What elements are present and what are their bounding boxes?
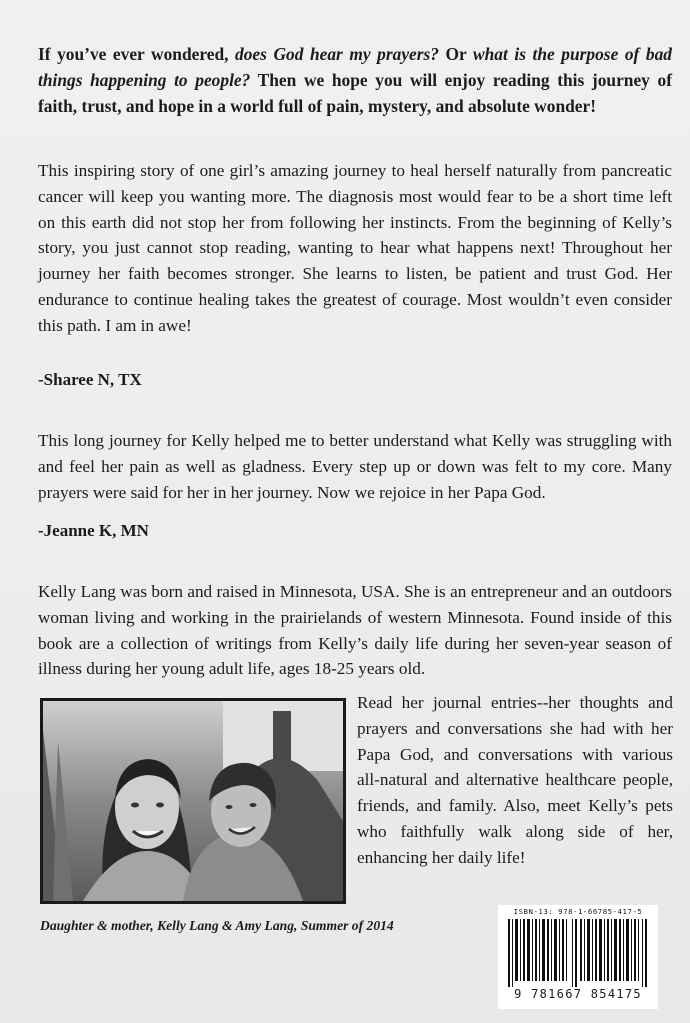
intro-question-1: does God hear my prayers?: [235, 44, 439, 64]
author-bio-continuation: Read her journal entries--her thoughts and prayers and conversations she had with her Papa God, and conversations with various all-natural and alternative healthcare people, friends, and family. Also, meet Kelly’s pets who faithfully walk along side of her, enhancing her daily life!: [357, 693, 673, 867]
review-1-text: This inspiring story of one girl’s amazing journey to heal herself naturally from pancreatic cancer will keep you wanting more. The diagnosis most would fear to be a short time left on this earth did not stop her from following her instincts. From the beginning of Kelly’s story, you just cannot stop reading, wanting to hear what happens next! Throughout her journey her faith becomes stronger. She learns to listen, be patient and trust God. Her endurance to continue healing takes the greatest of courage. Most wouldn’t even consider this path. I am in awe!: [38, 161, 672, 335]
isbn-barcode: [498, 905, 658, 1009]
author-photo: [40, 698, 346, 904]
photo-caption: Daughter & mother, Kelly Lang & Amy Lang, Summer of 2014: [40, 918, 394, 933]
review-2-signature: -Jeanne K, MN: [38, 521, 149, 540]
author-photo-image: [43, 701, 343, 901]
intro-paragraph: If you’ve ever wondered, does God hear my prayers? Or what is the purpose of bad things happening to people? Then we hope you will enjoy reading this journey of faith, trust, and hope in a world full of pain, mystery, and absolute wonder!: [38, 44, 672, 116]
author-bio: Kelly Lang was born and raised in Minnesota, USA. She is an entrepreneur and an outdoors woman living and working in the prairielands of western Minnesota. Found inside of this book are a collection of writings from Kelly’s daily life during her seven-year season of illness during her young adult life, ages 18-25 years old.: [38, 582, 672, 679]
barcode-digits: 9 781667 854175: [514, 987, 642, 1001]
intro-question-2: what is the purpose of bad things happening to people?: [38, 44, 672, 90]
barcode-icon: [506, 919, 650, 987]
review-2-text: This long journey for Kelly helped me to better understand what Kelly was struggling with and feel her pain as well as gladness. Every step up or down was felt to my core. Many prayers were said for her in her journey. Now we rejoice in her Papa God.: [38, 431, 672, 502]
isbn-label: ISBN-13: 978-1-66785-417-5: [513, 907, 643, 916]
review-1-signature: -Sharee N, TX: [38, 370, 142, 389]
